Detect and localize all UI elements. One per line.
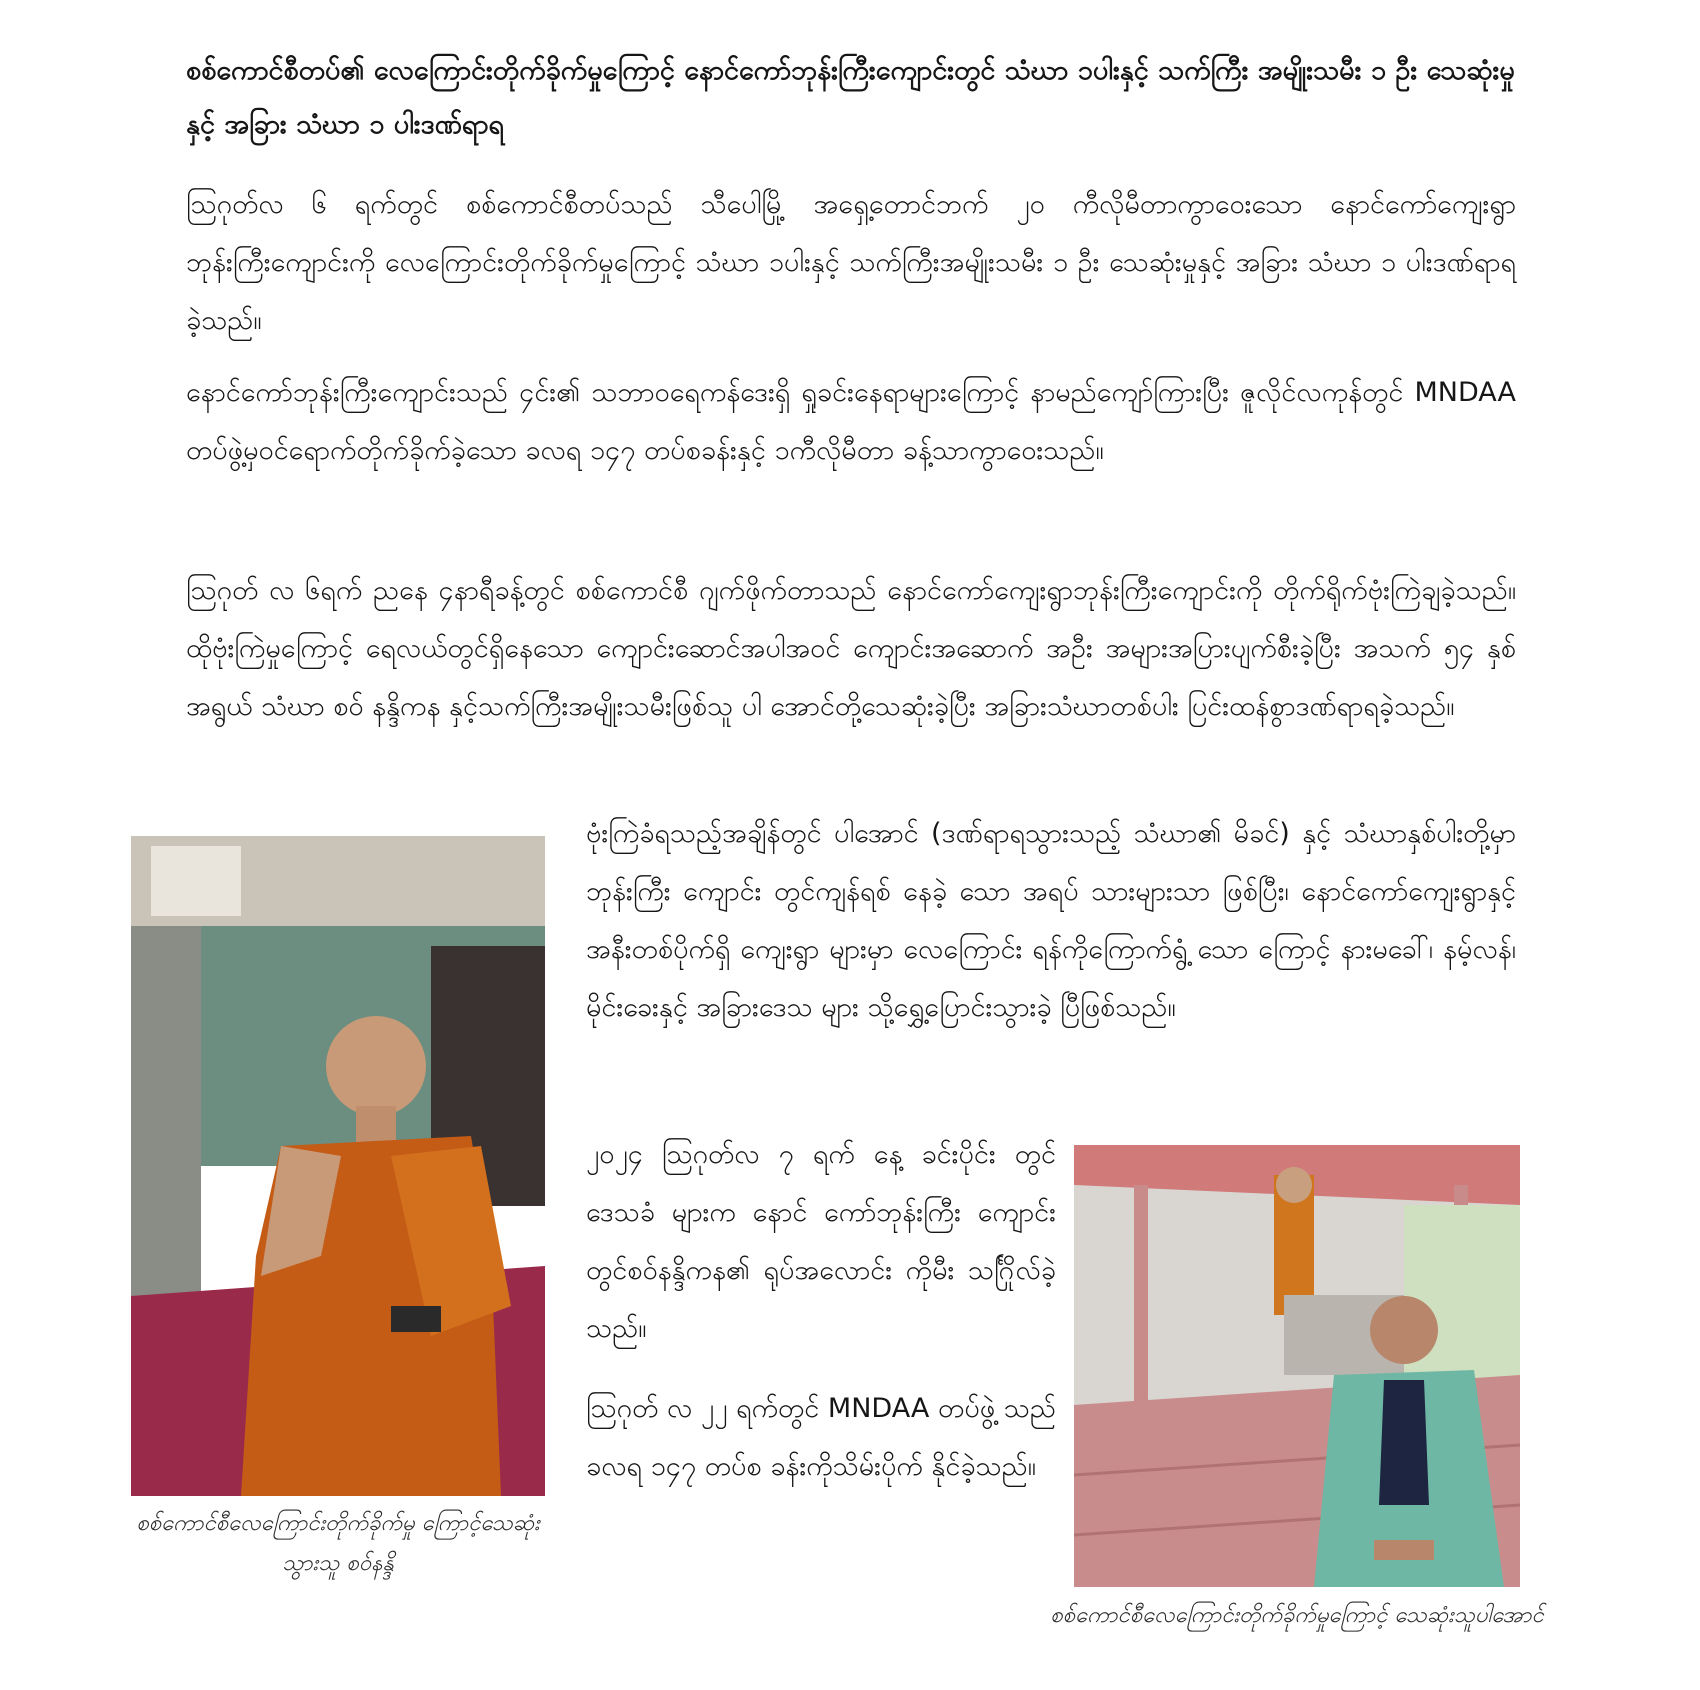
monk-photo-caption: စစ်ကောင်စီလေကြောင်းတိုက်ခိုက်မှု ကြောင့်သေဆုံးသွားသူ စဝ်နန္ဒိ	[136, 1511, 540, 1576]
woman-photo	[1074, 1145, 1520, 1587]
article-title: စစ်ကောင်စီတပ်၏ လေကြောင်းတိုက်ခိုက်မှုကြောင့် နောင်ကော်ဘုန်းကြီးကျောင်းတွင် သံဃာ ၁ပါးနှင့် သက်ကြီး အမျိုးသမီး ၁ ဦး သေဆုံးမှုနှင့် အခြား သံဃာ ၁ ပါးဒဏ်ရာရ	[186, 55, 1515, 140]
side-paragraph-1: ဗုံးကြဲခံရသည့်အချိန်တွင် ပါအောင် (ဒဏ်ရာရသွားသည့် သံဃာ၏ မိခင်) နှင့် သံဃာနှစ်ပါးတို့မှာ ဘုန်းကြီး ကျောင်း တွင်ကျန်ရစ် နေခဲ့ သော အရပ် သားများသာ ဖြစ်ပြီး၊ နောင်ကော်ကျေးရွာနှင့် အနီးတစ်ပိုက်ရှိ ကျေးရွာ များမှာ လေကြောင်း ရန်ကိုကြောက်ရွံ့ သော ကြောင့် နားမခေါ်၊ နမ့်လန်၊ မိုင်းခေးနှင့် အခြားဒေသ များ သို့ရွှေ့ပြောင်းသွားခဲ့ ပြီဖြစ်သည်။	[586, 818, 1516, 1023]
article-paragraph-2: နောင်ကော်ဘုန်းကြီးကျောင်းသည် ၄င်း၏ သဘာဝရေကန်ဒေးရှိ ရှုခင်းနေရာများကြောင့် နာမည်ကျော်ကြားပြီး ဇူလိုင်လကုန်တွင် MNDAA တပ်ဖွဲ့မှဝင်ရောက်တိုက်ခိုက်ခဲ့သော ခလရ ၁၄၇ တပ်စခန်းနှင့် ၁ကီလိုမီတာ ခန့်သာကွာဝေးသည်။	[186, 377, 1516, 466]
monk-photo-illustration	[131, 836, 545, 1496]
side-paragraph-2: ၂၀၂၄ ဩဂုတ်လ ၇ ရက် နေ့ ခင်းပိုင်း တွင် ဒေသခံ များက နောင် ကော်ဘုန်းကြီး ကျောင်းတွင်စဝ်နန္ဒိကန၏ ရုပ်အလောင်း ကိုမီး သင်္ဂြိုလ်ခဲ့သည်။	[586, 1139, 1056, 1344]
woman-photo-illustration	[1074, 1145, 1520, 1587]
article-paragraph-1: ဩဂုတ်လ ၆ ရက်တွင် စစ်ကောင်စီတပ်သည် သီပေါမြို့ အရှေ့တောင်ဘက် ၂၀ ကီလိုမီတာကွာဝေးသော နောင်ကော်ကျေးရွာဘုန်းကြီးကျောင်းကို လေကြောင်းတိုက်ခိုက်မှုကြောင့် သံဃာ ၁ပါးနှင့် သက်ကြီးအမျိုးသမီး ၁ ဦး သေဆုံးမှုနှင့် အခြား သံဃာ ၁ ပါးဒဏ်ရာရခဲ့သည်။	[186, 189, 1516, 336]
article-paragraph-3: ဩဂုတ် လ ၆ရက် ညနေ ၄နာရီခန့်တွင် စစ်ကောင်စီ ဂျက်ဖိုက်တာသည် နောင်ကော်ကျေးရွာဘုန်းကြီးကျောင်းကို တိုက်ရိုက်ဗုံးကြဲချခဲ့သည်။ ထိုဗုံးကြဲမှုကြောင့် ရေလယ်တွင်ရှိနေသော ကျောင်းဆောင်အပါအဝင် ကျောင်းအဆောက် အဦး အများအပြားပျက်စီးခဲ့ပြီး အသက် ၅၄ နှစ်အရွယ် သံဃာ စဝ် နန္ဒိကန နှင့်သက်ကြီးအမျိုးသမီးဖြစ်သူ ပါ အောင်တို့သေဆုံးခဲ့ပြီး အခြားသံဃာတစ်ပါး ပြင်းထန်စွာဒဏ်ရာရခဲ့သည်။	[186, 575, 1516, 722]
monk-photo	[131, 836, 545, 1496]
woman-photo-caption: စစ်ကောင်စီလေကြောင်းတိုက်ခိုက်မှုကြောင့် သေဆုံးသူပါအောင်	[1050, 1603, 1544, 1628]
side-paragraph-3: ဩဂုတ် လ ၂၂ ရက်တွင် MNDAA တပ်ဖွဲ့ သည် ခလရ ၁၄၇ တပ်စ ခန်းကိုသိမ်းပိုက် နိုင်ခဲ့သည်။	[586, 1393, 1056, 1482]
